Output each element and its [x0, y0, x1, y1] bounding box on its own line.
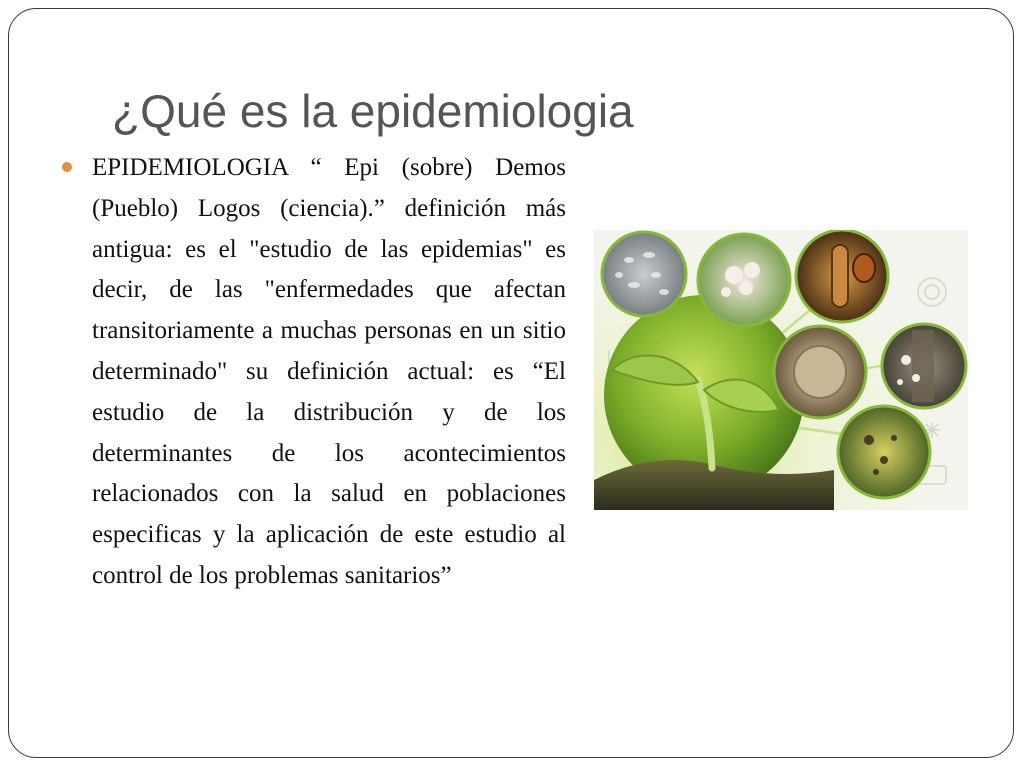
bullet-text: EPIDEMIOLOGIA “ Epi (sobre) Demos (Pueblo) Logos (ciencia).” definición más antigua: es el "estudio de las epidemias" es decir, de las "enfermedades que afectan transitoriamente a muchas personas en un sitio determinado" su definición actual: es “El estudio de la distribución y de los determinantes de los acontecimientos relacionados con la salud en poblaciones especificas y la aplicación de este estudio al control de los problemas sanitarios” [92, 154, 566, 589]
bullet-marker [62, 162, 72, 172]
plant-disease-collage-image [594, 230, 968, 510]
slide-title: ¿Qué es la epidemiologia [112, 85, 634, 137]
